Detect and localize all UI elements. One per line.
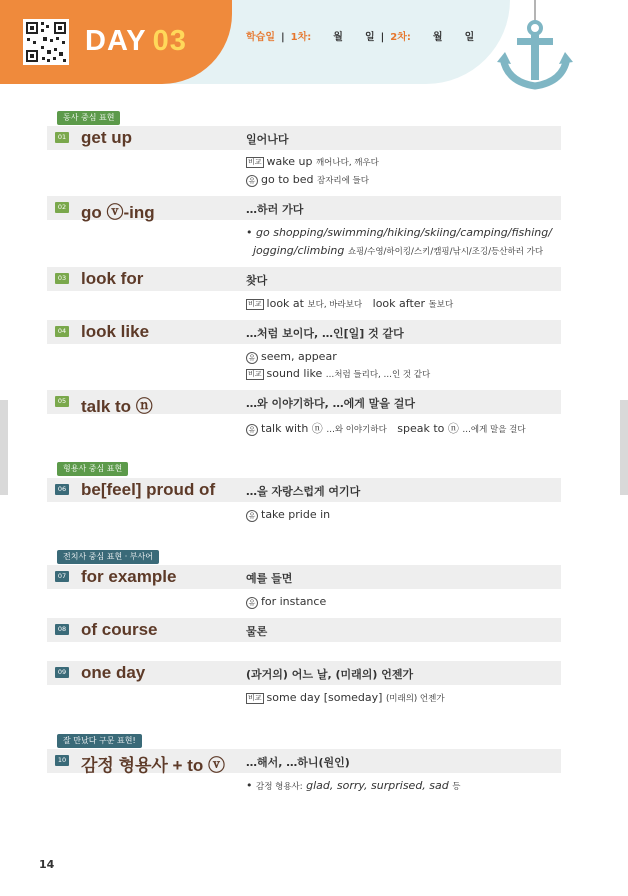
section-pattern-expressions: 잘 만났다 구문 표현!: [57, 734, 142, 748]
qr-code-icon[interactable]: [23, 19, 69, 65]
entry-01: [47, 126, 561, 150]
section-preposition-adverb: 전치사 중심 표현 · 부사어: [57, 550, 159, 564]
entry-term: be[feel] proud of: [81, 480, 216, 499]
entry-03-note-compare: 비교 look at 보다, 바라보다 look after 돌보다: [248, 297, 454, 310]
entry-meaning: …처럼 보이다, …인[일] 것 같다: [246, 327, 404, 340]
day-title: DAY 03: [85, 25, 187, 57]
entry-number: 05: [55, 396, 69, 407]
entry-10-note: • 감정 형용사: glad, sorry, surprised, sad 등: [246, 779, 461, 792]
entry-meaning: 찾다: [246, 274, 268, 287]
page-number: 14: [39, 858, 55, 871]
entry-term: talk to ⓝ: [81, 397, 153, 416]
entry-01-note-synonym: 유 go to bed 잠자리에 들다: [246, 173, 369, 187]
entry-number: 09: [55, 667, 69, 678]
entry-number: 01: [55, 132, 69, 143]
section-verb-expressions: 동사 중심 표현: [57, 111, 120, 125]
entry-06: [47, 478, 561, 502]
entry-04: [47, 320, 561, 344]
entry-number: 06: [55, 484, 69, 495]
right-page-tab: [620, 400, 628, 495]
entry-02: [47, 196, 561, 220]
entry-06-note-synonym: 유 take pride in: [246, 508, 330, 522]
entry-meaning: …해서, …하니(원인): [246, 756, 350, 769]
entry-number: 08: [55, 624, 69, 635]
entry-09: [47, 661, 561, 685]
entry-01-note-compare: 비교 wake up 깨어나다, 깨우다: [248, 155, 379, 168]
entry-meaning: …와 이야기하다, …에게 말을 걸다: [246, 397, 416, 410]
entry-meaning: 일어나다: [246, 133, 289, 146]
entry-03: [47, 267, 561, 291]
entry-term: one day: [81, 663, 146, 682]
left-page-tab: [0, 400, 8, 495]
entry-09-note-compare: 비교 some day [someday] (미래의) 언젠가: [248, 691, 445, 704]
entry-meaning: …을 자랑스럽게 여기다: [246, 485, 361, 498]
entry-number: 10: [55, 755, 69, 766]
entry-term: for example: [81, 567, 177, 586]
entry-term: look for: [81, 269, 144, 288]
entry-term: of course: [81, 620, 158, 639]
entry-term: 감정 형용사 + to ⓥ: [81, 756, 225, 775]
entry-08: [47, 618, 561, 642]
entry-04-note-synonym: 유 seem, appear: [246, 350, 337, 364]
entry-number: 04: [55, 326, 69, 337]
entry-number: 07: [55, 571, 69, 582]
entry-05: [47, 390, 561, 414]
study-date-line: 학습일 | 1차: 월 일 | 2차: 월 일: [246, 32, 475, 43]
entry-10: [47, 749, 561, 773]
entry-meaning: (과거의) 어느 날, (미래의) 언젠가: [246, 668, 414, 681]
entry-number: 02: [55, 202, 69, 213]
entry-07: [47, 565, 561, 589]
entry-meaning: 예를 들면: [246, 572, 293, 585]
entry-term: look like: [81, 322, 150, 341]
entry-meaning: 물론: [246, 625, 268, 638]
entry-term: go ⓥ-ing: [81, 203, 155, 222]
entry-number: 03: [55, 273, 69, 284]
anchor-icon: [495, 0, 575, 92]
entry-05-note-synonym: 유 talk with ⓝ …와 이야기하다 speak to ⓝ …에게 말을 걸다: [246, 420, 526, 436]
entry-07-note-synonym: 유 for instance: [246, 595, 326, 609]
entry-meaning: …하러 가다: [246, 203, 304, 216]
entry-02-note-line2: jogging/climbing 쇼핑/수영/하이킹/스키/캠핑/낚시/조깅/등산하러 가다: [253, 244, 544, 257]
entry-04-note-compare: 비교 sound like …처럼 들리다, …인 것 같다: [248, 367, 431, 380]
section-adjective-expressions: 형용사 중심 표현: [57, 462, 128, 476]
entry-02-note-line1: • go shopping/swimming/hiking/skiing/camping/fishing/: [246, 226, 552, 239]
entry-term: get up: [81, 128, 132, 147]
